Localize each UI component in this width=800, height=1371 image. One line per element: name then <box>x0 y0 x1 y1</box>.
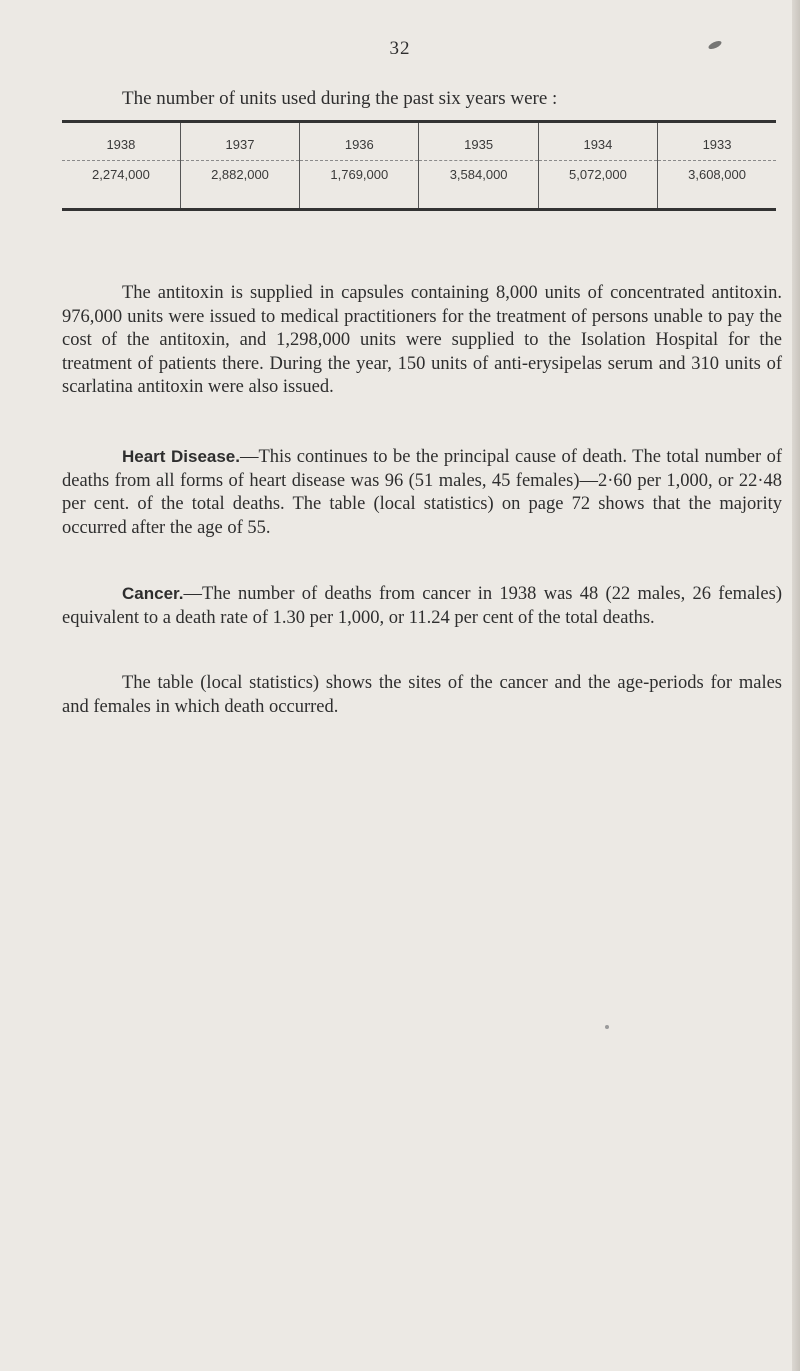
year-header: 1934 <box>538 122 657 161</box>
units-table-row <box>62 161 776 210</box>
year-header: 1936 <box>300 122 419 161</box>
units-value: 3,584,000 <box>419 161 538 210</box>
intro-sentence: The number of units used during the past six years were : <box>122 88 558 109</box>
units-value: 2,274,000 <box>92 167 150 182</box>
paper-speck <box>605 1025 609 1029</box>
heart-disease-paragraph <box>62 445 782 540</box>
heart-disease-text: —This continues to be the principal cause of death. The total number of deaths from all forms of heart disease was 96 (51 males, 45 females)—2·60 per 1,000, or 22·48 per cent. of the total deaths. The table (local statistics) on page 72 shows that the majority occurred after the age of 55. <box>62 447 782 538</box>
year-header: 1933 <box>658 122 776 161</box>
cancer-sites-text: The table (local statistics) shows the sites of the cancer and the age-periods for males and females in which death occurred. <box>62 673 782 717</box>
antitoxin-text: The antitoxin is supplied in capsules containing 8,000 units of concentrated antitoxin. 976,000 units were issued to medical practitioners for the treatment of persons unable to pay the cost of the antitoxin, and 1,298,000 units were supplied to the Isolation Hospital for the treatment of patients there. During the year, 150 units of anti-erysipelas serum and 310 units of scarlatina antitoxin were also issued. <box>62 283 782 397</box>
antitoxin-paragraph <box>62 282 782 400</box>
units-value: 2,882,000 <box>180 161 299 210</box>
cancer-text: —The number of deaths from cancer in 1938 was 48 (22 males, 26 females) equivalent to a death rate of 1.30 per 1,000, or 11.24 per cent of the total deaths. <box>62 584 782 628</box>
units-value: 1,769,000 <box>300 161 419 210</box>
year-header: 1938 <box>62 122 180 161</box>
heart-disease-heading: Heart Disease. <box>122 447 240 466</box>
cancer-sites-paragraph <box>62 672 782 719</box>
cancer-paragraph <box>62 582 782 630</box>
cancer-heading: Cancer. <box>122 584 184 603</box>
units-table <box>62 120 776 211</box>
units-value: 3,608,000 <box>658 161 776 210</box>
page-number: 32 <box>389 38 411 59</box>
units-value: 5,072,000 <box>538 161 657 210</box>
year-header: 1935 <box>419 122 538 161</box>
units-table-header-row <box>62 122 776 161</box>
year-header: 1937 <box>180 122 299 161</box>
page-edge-shadow <box>792 0 800 1371</box>
